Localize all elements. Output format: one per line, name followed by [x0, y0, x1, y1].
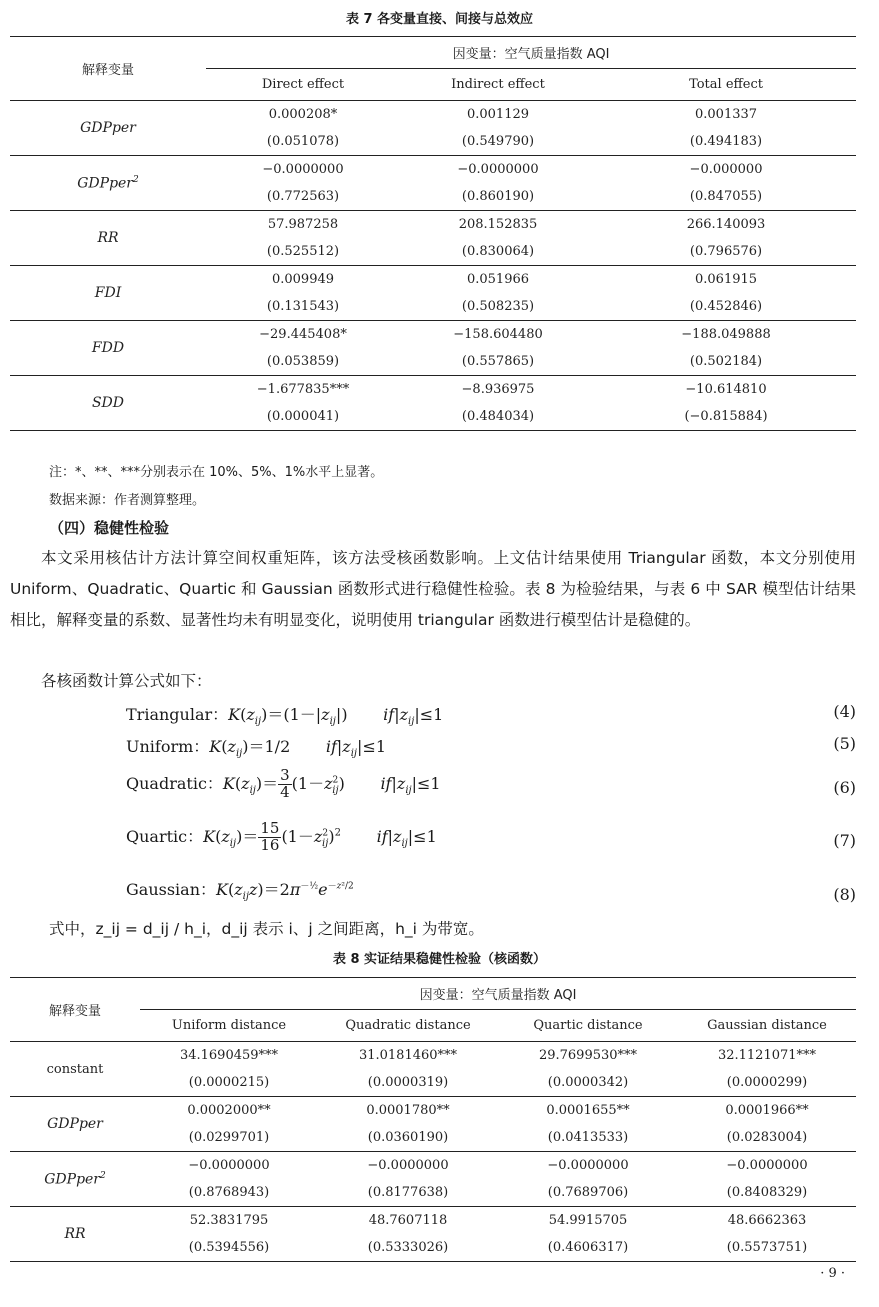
- table7-pvalue-cell: (0.131543): [206, 293, 400, 321]
- table8-row: [10, 1097, 856, 1125]
- table8-row-label: constant: [10, 1042, 140, 1097]
- equation-uniform: Uniform：$K(z_{ij})=1/2$ $if|z_{ij}|\le 1$ (5): [126, 734, 856, 760]
- table7-coef-cell: −1.677835***: [256, 382, 350, 397]
- table7-coef-cell: −29.445408*: [259, 327, 347, 342]
- table7-row-label: GDPper$^2$: [10, 156, 206, 211]
- table8-coef-cell: 48.7607118: [368, 1213, 448, 1228]
- table7-pvalue-cell: (0.494183): [596, 128, 856, 156]
- table7-pvalue-cell: (0.484034): [400, 403, 596, 431]
- table7-pvalue-cell: (0.525512): [206, 238, 400, 266]
- table8-pvalue-cell: (0.7689706): [498, 1179, 678, 1207]
- table7-coef-cell: −0.0000000: [457, 162, 539, 177]
- table8-row-label: RR: [10, 1207, 140, 1262]
- table7-dv-header: 因变量：空气质量指数 AQI: [206, 37, 856, 69]
- table8-row: [10, 1042, 856, 1070]
- table8-dv-header: 因变量：空气质量指数 AQI: [140, 978, 856, 1010]
- table8-var-header: 解释变量: [10, 978, 140, 1042]
- table8-coef-cell: 0.0001655**: [546, 1103, 630, 1118]
- table7-pvalue-cell: (0.830064): [400, 238, 596, 266]
- table8-pvalue-cell: (0.8177638): [318, 1179, 498, 1207]
- table7-pvalue-cell: (0.051078): [206, 128, 400, 156]
- table7-pvalue-cell: (0.000041): [206, 403, 400, 431]
- table8-pvalue-cell: (0.5573751): [678, 1234, 856, 1262]
- table7-coef-cell: −188.049888: [681, 327, 771, 342]
- equation-number-5: (5): [833, 734, 856, 753]
- table8-coef-cell: 29.7699530***: [538, 1048, 638, 1063]
- table7-coef-cell: 57.987258: [267, 217, 339, 232]
- formula-intro: 各核函数计算公式如下：: [41, 672, 212, 690]
- table7-pvalue-cell: (0.502184): [596, 348, 856, 376]
- table7-var-header: 解释变量: [10, 37, 206, 101]
- table8-col-uniform: Uniform distance: [140, 1010, 318, 1042]
- table7-coef-cell: 208.152835: [458, 217, 538, 232]
- table8-coef-cell: 52.3831795: [189, 1213, 269, 1228]
- table7: [10, 36, 856, 431]
- table8-coef-cell: 54.9915705: [548, 1213, 628, 1228]
- table8-row: [10, 1207, 856, 1235]
- table8-coef-cell: 48.6662363: [727, 1213, 807, 1228]
- table7-pvalue-cell: (0.508235): [400, 293, 596, 321]
- data-source-note: 数据来源：作者测算整理。: [49, 493, 206, 508]
- table7-caption: 表 7 各变量直接、间接与总效应: [345, 12, 534, 27]
- body-paragraph: 本文采用核估计方法计算空间权重矩阵，该方法受核函数影响。上文估计结果使用 Triangular 函数，本文分别使用 Uniform、Quadratic、Quartic 和 Gaussian 函数形式进行稳健性检验。表 8 为检验结果，与表 6 中 SAR 模型估计结果相比，解释变量的系数、显著性均未有明显变化，说明使用 triangular 函数进行模型估计是稳健的。: [10, 549, 856, 629]
- table7-pvalue-cell: (0.452846): [596, 293, 856, 321]
- table7-coef-cell: −10.614810: [685, 382, 767, 397]
- table8-coef-cell: 0.0001780**: [366, 1103, 450, 1118]
- table7-row-label: SDD: [10, 376, 206, 431]
- table8-coef-cell: −0.0000000: [547, 1158, 629, 1173]
- significance-note: 注：*、**、***分别表示在 10%、5%、1%水平上显著。: [49, 465, 384, 480]
- equation-number-8: (8): [833, 885, 856, 904]
- table7-coef-cell: 0.001337: [695, 107, 758, 122]
- table8-row: [10, 1152, 856, 1180]
- page-number: · 9 ·: [820, 1266, 845, 1281]
- equation-quadratic: Quadratic：$K(z_{ij})=$ $\frac{3}{4}$ $(1-z^2_{ij})$ $if|z_{ij}|\le 1$ (6): [126, 766, 856, 801]
- table8-row-label: GDPper$^2$: [10, 1152, 140, 1207]
- table8-col-quartic: Quartic distance: [498, 1010, 678, 1042]
- equation-number-4: (4): [833, 702, 856, 721]
- table8-pvalue-cell: (0.5333026): [318, 1234, 498, 1262]
- equation-number-7: (7): [833, 831, 856, 850]
- table7-row: [10, 101, 856, 129]
- table7-pvalue-cell: (0.860190): [400, 183, 596, 211]
- equation-triangular: Triangular：$K(z_{ij})=(1-|z_{ij}|)$ $if|z_{ij}|\le 1$ (4): [126, 702, 856, 728]
- table7-row-label: FDI: [10, 266, 206, 321]
- table7-pvalue-cell: (0.549790): [400, 128, 596, 156]
- table7-coef-cell: 0.009949: [271, 272, 335, 287]
- table8-pvalue-cell: (0.0283004): [678, 1124, 856, 1152]
- table7-coef-cell: 0.051966: [466, 272, 530, 287]
- equation-quartic: Quartic：$K(z_{ij})=$ $\frac{15}{16}$ $(1-z^2_{ij})^2$ $if|z_{ij}|\le 1$ (7): [126, 819, 856, 854]
- table7-coef-cell: −0.0000000: [262, 162, 344, 177]
- table8-caption: 表 8 实证结果稳健性检验（核函数）: [332, 952, 547, 967]
- table7-row-label: RR: [10, 211, 206, 266]
- table8-pvalue-cell: (0.4606317): [498, 1234, 678, 1262]
- table7-pvalue-cell: (0.796576): [596, 238, 856, 266]
- table7-coef-cell: 0.000208*: [268, 107, 338, 122]
- equation-number-6: (6): [833, 778, 856, 797]
- table7-row-label: GDPper: [10, 101, 206, 156]
- table7-coef-cell: −8.936975: [461, 382, 535, 397]
- table8-coef-cell: −0.0000000: [367, 1158, 449, 1173]
- table7-pvalue-cell: (0.053859): [206, 348, 400, 376]
- table7-coef-cell: −0.000000: [689, 162, 763, 177]
- table8-pvalue-cell: (0.0413533): [498, 1124, 678, 1152]
- table7-pvalue-cell: (0.557865): [400, 348, 596, 376]
- table7-coef-cell: −158.604480: [453, 327, 543, 342]
- table8-coef-cell: 34.1690459***: [179, 1048, 279, 1063]
- table7-row: [10, 211, 856, 239]
- table8-coef-cell: −0.0000000: [726, 1158, 808, 1173]
- table8-pvalue-cell: (0.8768943): [140, 1179, 318, 1207]
- table7-pvalue-cell: (0.847055): [596, 183, 856, 211]
- equation-gaussian: Gaussian：$K(z_{ij}z)=2\pi^{-\frac{1}{2}}e^{-z^2/2}$ (8): [126, 880, 856, 904]
- table8-coef-cell: 0.0002000**: [187, 1103, 271, 1118]
- table8-coef-cell: 31.0181460***: [358, 1048, 458, 1063]
- table8-col-gaussian: Gaussian distance: [678, 1010, 856, 1042]
- table8-pvalue-cell: (0.0000215): [140, 1069, 318, 1097]
- table7-row-label: FDD: [10, 321, 206, 376]
- table8-pvalue-cell: (0.0360190): [318, 1124, 498, 1152]
- table8-row-label: GDPper: [10, 1097, 140, 1152]
- table7-col-direct: Direct effect: [206, 69, 400, 101]
- table7-col-total: Total effect: [596, 69, 856, 101]
- table7-row: [10, 266, 856, 294]
- table7-col-indirect: Indirect effect: [400, 69, 596, 101]
- table8-coef-cell: 0.0001966**: [725, 1103, 809, 1118]
- table8-pvalue-cell: (0.0000319): [318, 1069, 498, 1097]
- table7-pvalue-cell: (−0.815884): [596, 403, 856, 431]
- table8-pvalue-cell: (0.0299701): [140, 1124, 318, 1152]
- table8-pvalue-cell: (0.8408329): [678, 1179, 856, 1207]
- table8-col-quadratic: Quadratic distance: [318, 1010, 498, 1042]
- table7-coef-cell: 0.001129: [466, 107, 530, 122]
- variable-definition: 式中，z_ij = d_ij / h_i，d_ij 表示 i、j 之间距离，h_i 为带宽。: [49, 920, 484, 938]
- table7-row: [10, 156, 856, 184]
- section-heading: （四）稳健性检验: [49, 519, 170, 537]
- table7-row: [10, 376, 856, 404]
- table8: [10, 977, 856, 1262]
- table8-pvalue-cell: (0.5394556): [140, 1234, 318, 1262]
- table7-row: [10, 321, 856, 349]
- table7-coef-cell: 266.140093: [686, 217, 766, 232]
- table8-pvalue-cell: (0.0000342): [498, 1069, 678, 1097]
- table8-pvalue-cell: (0.0000299): [678, 1069, 856, 1097]
- table8-coef-cell: −0.0000000: [188, 1158, 270, 1173]
- table7-coef-cell: 0.061915: [695, 272, 758, 287]
- table8-coef-cell: 32.1121071***: [717, 1048, 817, 1063]
- table7-pvalue-cell: (0.772563): [206, 183, 400, 211]
